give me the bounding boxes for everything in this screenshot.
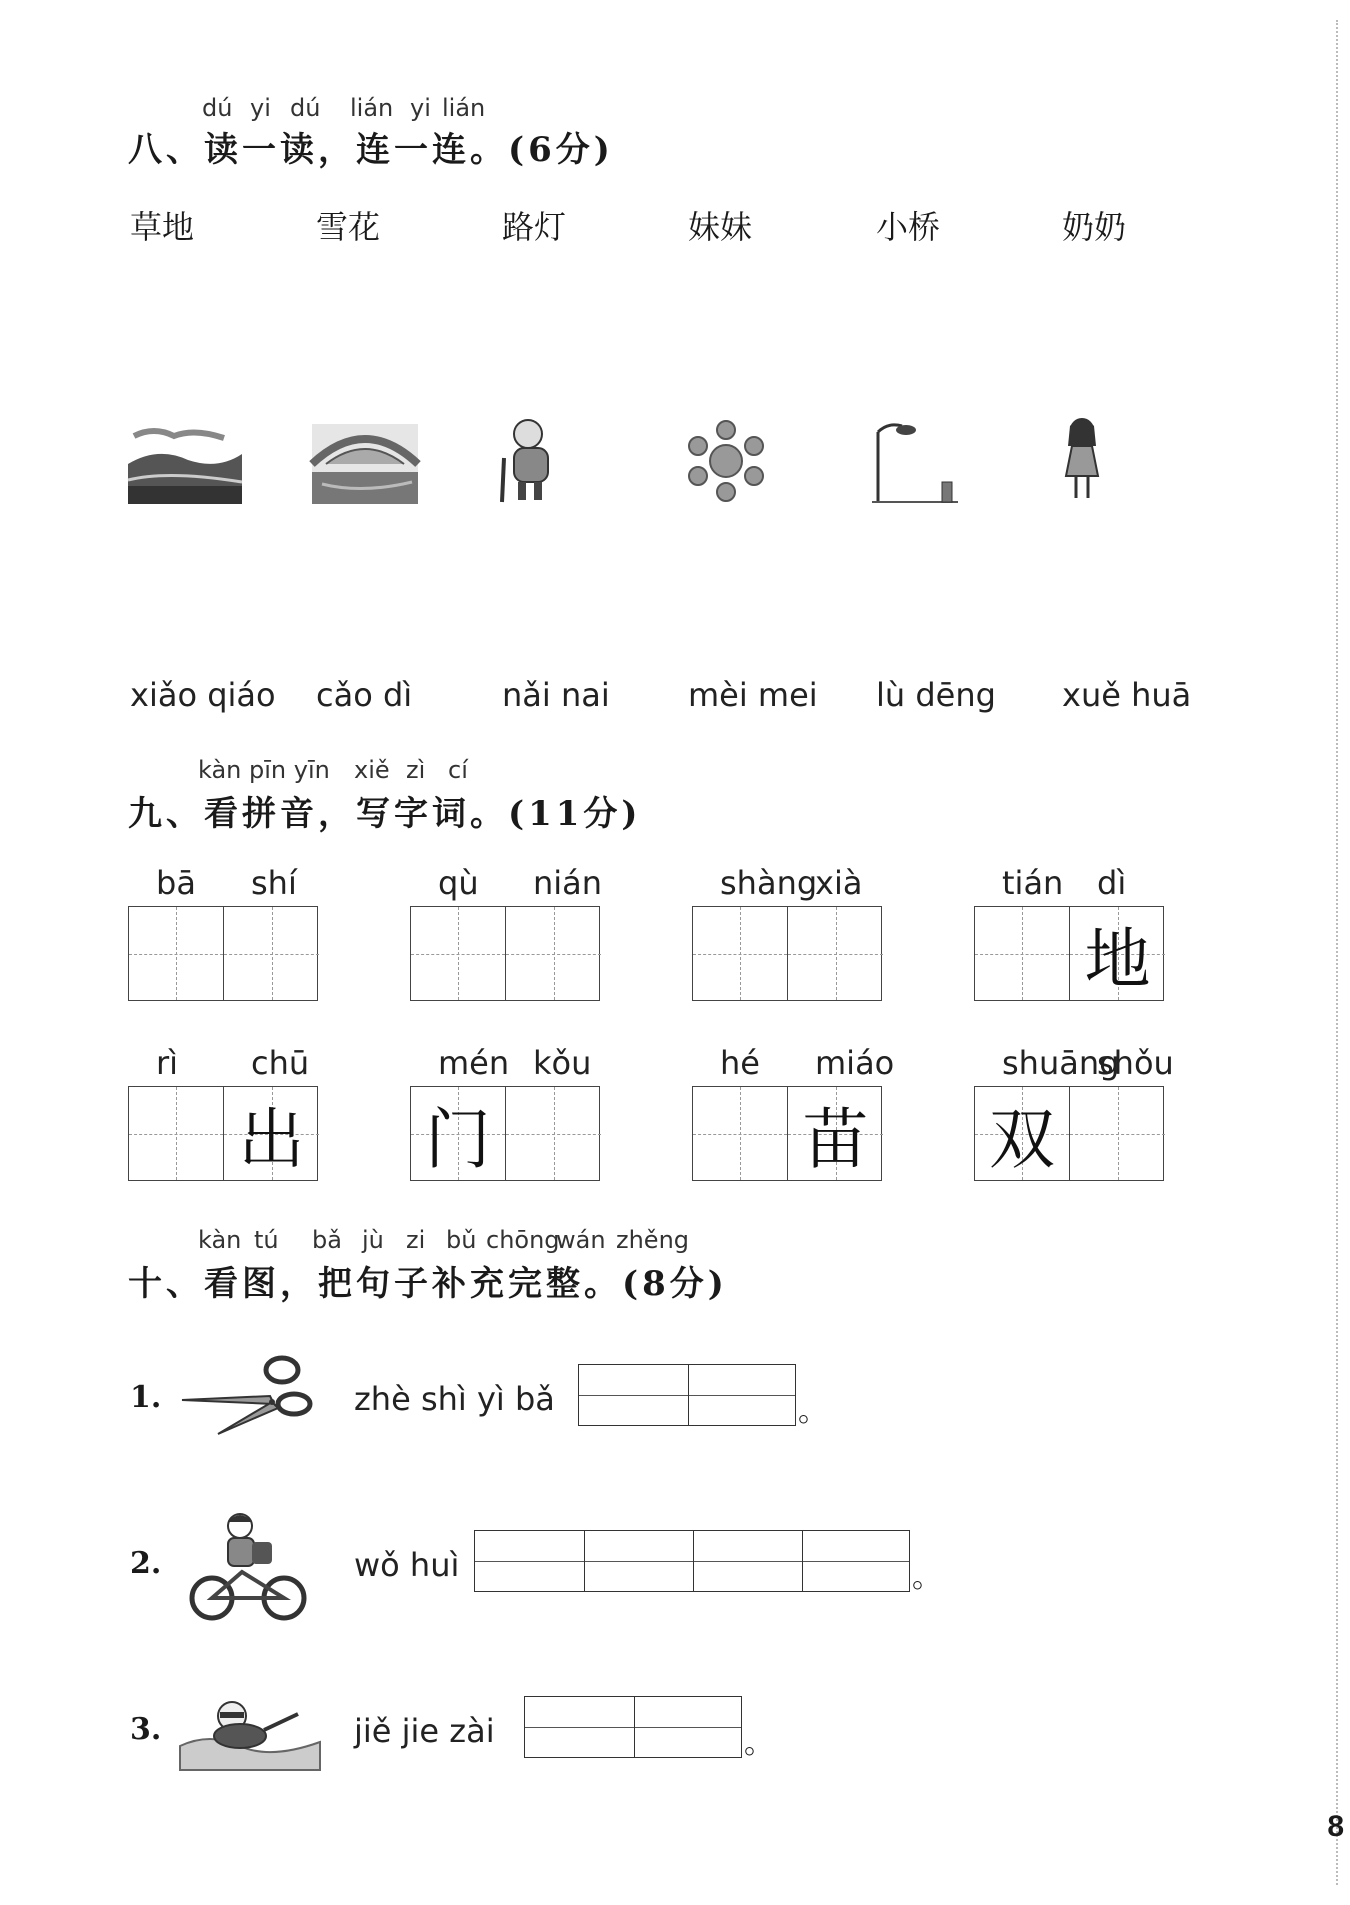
sentence-text: jiě jie zài bbox=[354, 1712, 495, 1750]
pinyin-syllable: qù bbox=[438, 864, 479, 902]
page-edge bbox=[1336, 20, 1338, 1885]
pinyin-word: mèi mei bbox=[688, 676, 818, 714]
writing-cell[interactable] bbox=[1070, 1087, 1165, 1180]
scissors-picture bbox=[178, 1352, 314, 1438]
period-mark: 。 bbox=[798, 1394, 828, 1429]
word: 路灯 bbox=[502, 208, 567, 246]
pinyin: tú bbox=[254, 1226, 279, 1254]
word: 草地 bbox=[130, 208, 195, 246]
pinyin-word: cǎo dì bbox=[316, 676, 413, 714]
given-character: 地 bbox=[1084, 921, 1151, 998]
pinyin: bǔ bbox=[446, 1226, 477, 1254]
section-title: 九、看拼音，写字词。(11分) bbox=[128, 794, 642, 834]
answer-box[interactable] bbox=[474, 1530, 910, 1592]
word: 妹妹 bbox=[688, 208, 753, 246]
writing-cell[interactable] bbox=[129, 907, 224, 1000]
writing-cell[interactable] bbox=[129, 1087, 224, 1180]
sentence-text: wǒ huì bbox=[354, 1546, 460, 1584]
bridge-picture bbox=[312, 424, 418, 504]
pinyin: zhěng bbox=[616, 1226, 690, 1254]
writing-cell[interactable] bbox=[411, 907, 506, 1000]
period-mark: 。 bbox=[912, 1560, 942, 1595]
pinyin-syllable: shí bbox=[251, 864, 297, 902]
pinyin: yi bbox=[250, 94, 271, 122]
writing-cell[interactable] bbox=[788, 1087, 883, 1180]
pinyin: wán bbox=[556, 1226, 606, 1254]
writing-cell[interactable] bbox=[1070, 907, 1165, 1000]
pinyin-syllable: nián bbox=[533, 864, 603, 902]
grandma-picture bbox=[496, 418, 566, 504]
tianzige-box[interactable] bbox=[974, 1086, 1164, 1181]
word: 奶奶 bbox=[1062, 208, 1127, 246]
pinyin-syllable: tián bbox=[1002, 864, 1064, 902]
pinyin-syllable: xià bbox=[815, 864, 863, 902]
writing-cell[interactable] bbox=[224, 1087, 319, 1180]
writing-cell[interactable] bbox=[506, 907, 601, 1000]
pinyin-word: lù dēng bbox=[876, 676, 996, 714]
tianzige-box[interactable] bbox=[692, 906, 882, 1001]
tianzige-box[interactable] bbox=[974, 906, 1164, 1001]
pinyin: lián bbox=[442, 94, 486, 122]
writing-cell[interactable] bbox=[975, 907, 1070, 1000]
girl-swimming-picture bbox=[180, 1690, 320, 1770]
little-girl-picture bbox=[1058, 416, 1104, 504]
word: 雪花 bbox=[316, 208, 381, 246]
writing-cell[interactable] bbox=[975, 1087, 1070, 1180]
pinyin-syllable: shuāng bbox=[1002, 1044, 1120, 1082]
pinyin-syllable: mén bbox=[438, 1044, 510, 1082]
writing-cell[interactable] bbox=[224, 907, 319, 1000]
pinyin: yi bbox=[410, 94, 431, 122]
answer-box[interactable] bbox=[524, 1696, 742, 1758]
pinyin-syllable: chū bbox=[251, 1044, 310, 1082]
pinyin-syllable: miáo bbox=[815, 1044, 895, 1082]
sentence-text: zhè shì yì bǎ bbox=[354, 1380, 555, 1418]
pinyin: xiě bbox=[354, 756, 390, 784]
given-character: 双 bbox=[989, 1101, 1055, 1178]
writing-cell[interactable] bbox=[411, 1087, 506, 1180]
pinyin-syllable: kǒu bbox=[533, 1044, 592, 1082]
pinyin: lián bbox=[350, 94, 394, 122]
pinyin: cí bbox=[448, 756, 468, 784]
street-lamp-picture bbox=[872, 418, 958, 504]
pinyin: chōng bbox=[486, 1226, 560, 1254]
writing-cell[interactable] bbox=[506, 1087, 601, 1180]
pinyin-syllable: hé bbox=[720, 1044, 760, 1082]
tianzige-box[interactable] bbox=[410, 906, 600, 1001]
pinyin-syllable: dì bbox=[1097, 864, 1127, 902]
pinyin-syllable: shàng bbox=[720, 864, 818, 902]
pinyin: zi bbox=[406, 1226, 426, 1254]
pinyin: dú bbox=[202, 94, 233, 122]
pinyin: bǎ bbox=[312, 1226, 342, 1254]
pinyin-word: nǎi nai bbox=[502, 676, 610, 714]
boy-riding-bike-picture bbox=[186, 1512, 310, 1624]
tianzige-box[interactable] bbox=[692, 1086, 882, 1181]
writing-cell[interactable] bbox=[693, 907, 788, 1000]
item-number: 1. bbox=[130, 1380, 162, 1415]
pinyin-syllable: rì bbox=[156, 1044, 179, 1082]
pinyin: kàn pīn yīn bbox=[198, 756, 330, 784]
pinyin-word: xuě huā bbox=[1062, 676, 1192, 714]
item-number: 2. bbox=[130, 1546, 162, 1581]
given-character: 门 bbox=[425, 1101, 491, 1178]
writing-cell[interactable] bbox=[693, 1087, 788, 1180]
pinyin-word: xiǎo qiáo bbox=[130, 676, 276, 714]
word: 小桥 bbox=[876, 208, 941, 246]
item-number: 3. bbox=[130, 1712, 162, 1747]
pinyin: dú bbox=[290, 94, 321, 122]
period-mark: 。 bbox=[744, 1726, 774, 1761]
pinyin-syllable: shǒu bbox=[1097, 1044, 1174, 1082]
given-character: 苗 bbox=[802, 1101, 869, 1178]
pinyin: zì bbox=[406, 756, 426, 784]
section-title: 十、看图，把句子补充完整。(8分) bbox=[128, 1264, 728, 1304]
grassland-picture bbox=[128, 424, 242, 504]
writing-cell[interactable] bbox=[788, 907, 883, 1000]
tianzige-box[interactable] bbox=[410, 1086, 600, 1181]
given-character: 出 bbox=[238, 1101, 305, 1178]
pinyin: jù bbox=[362, 1226, 384, 1254]
pinyin: kàn bbox=[198, 1226, 242, 1254]
answer-box[interactable] bbox=[578, 1364, 796, 1426]
section-title: 八、读一读，连一连。(6分) bbox=[128, 130, 614, 170]
pinyin-syllable: bā bbox=[156, 864, 196, 902]
tianzige-box[interactable] bbox=[128, 906, 318, 1001]
page-number: 8 bbox=[1327, 1810, 1344, 1843]
tianzige-box[interactable] bbox=[128, 1086, 318, 1181]
snowflake-picture bbox=[684, 418, 768, 504]
